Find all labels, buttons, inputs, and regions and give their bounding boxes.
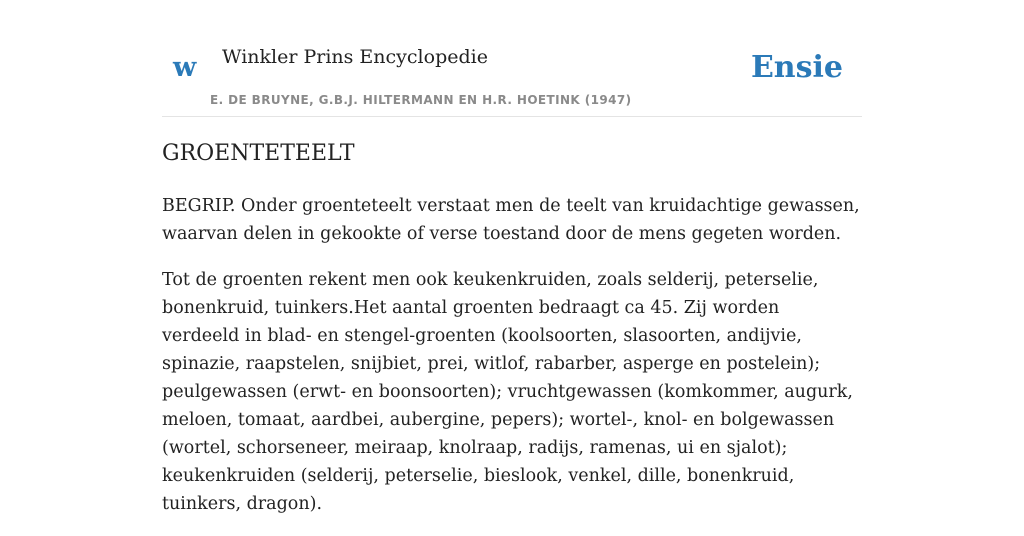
header [162, 0, 862, 117]
publication-title[interactable]: Winkler Prins Encyclopedie [222, 46, 488, 68]
authors-line: E. DE BRUYNE, G.B.J. HILTERMANN EN H.R. HOETINK (1947) [210, 93, 632, 107]
paragraph: BEGRIP. Onder groenteteelt verstaat men de teelt van kruidachtige gewassen, waarvan delen in gekookte of verse toestand door de mens gegeten worden. [162, 196, 860, 244]
winkler-prins-logo[interactable]: w [173, 52, 197, 83]
article-title: GROENTETEELT [162, 141, 355, 166]
page-container [162, 0, 862, 514]
article-body [162, 192, 862, 536]
paragraph: Tot de groenten rekent men ook keukenkruiden, zoals selderij, peterselie, bonenkruid, tuinkers.Het aantal groenten bedraagt ca 45. Zij worden verdeeld in blad- en stengel-groenten (koolsoorten, slasoorten, andijvie, spinazie, raapstelen, snijbiet, prei, witlof, rabarber, asperge en postelein); peulgewassen (erwt- en boonsoorten); vruchtgewassen (komkommer, augurk, meloen, tomaat, aardbei, aubergine, pepers); wortel-, knol- en bolgewassen (wortel, schorseneer, meiraap, knolraap, radijs, ramenas, ui en sjalot); keukenkruiden (selderij, peterselie, bieslook, venkel, dille, bonenkruid, tuinkers, dragon). [162, 270, 853, 514]
ensie-logo[interactable]: Ensie [750, 50, 843, 85]
